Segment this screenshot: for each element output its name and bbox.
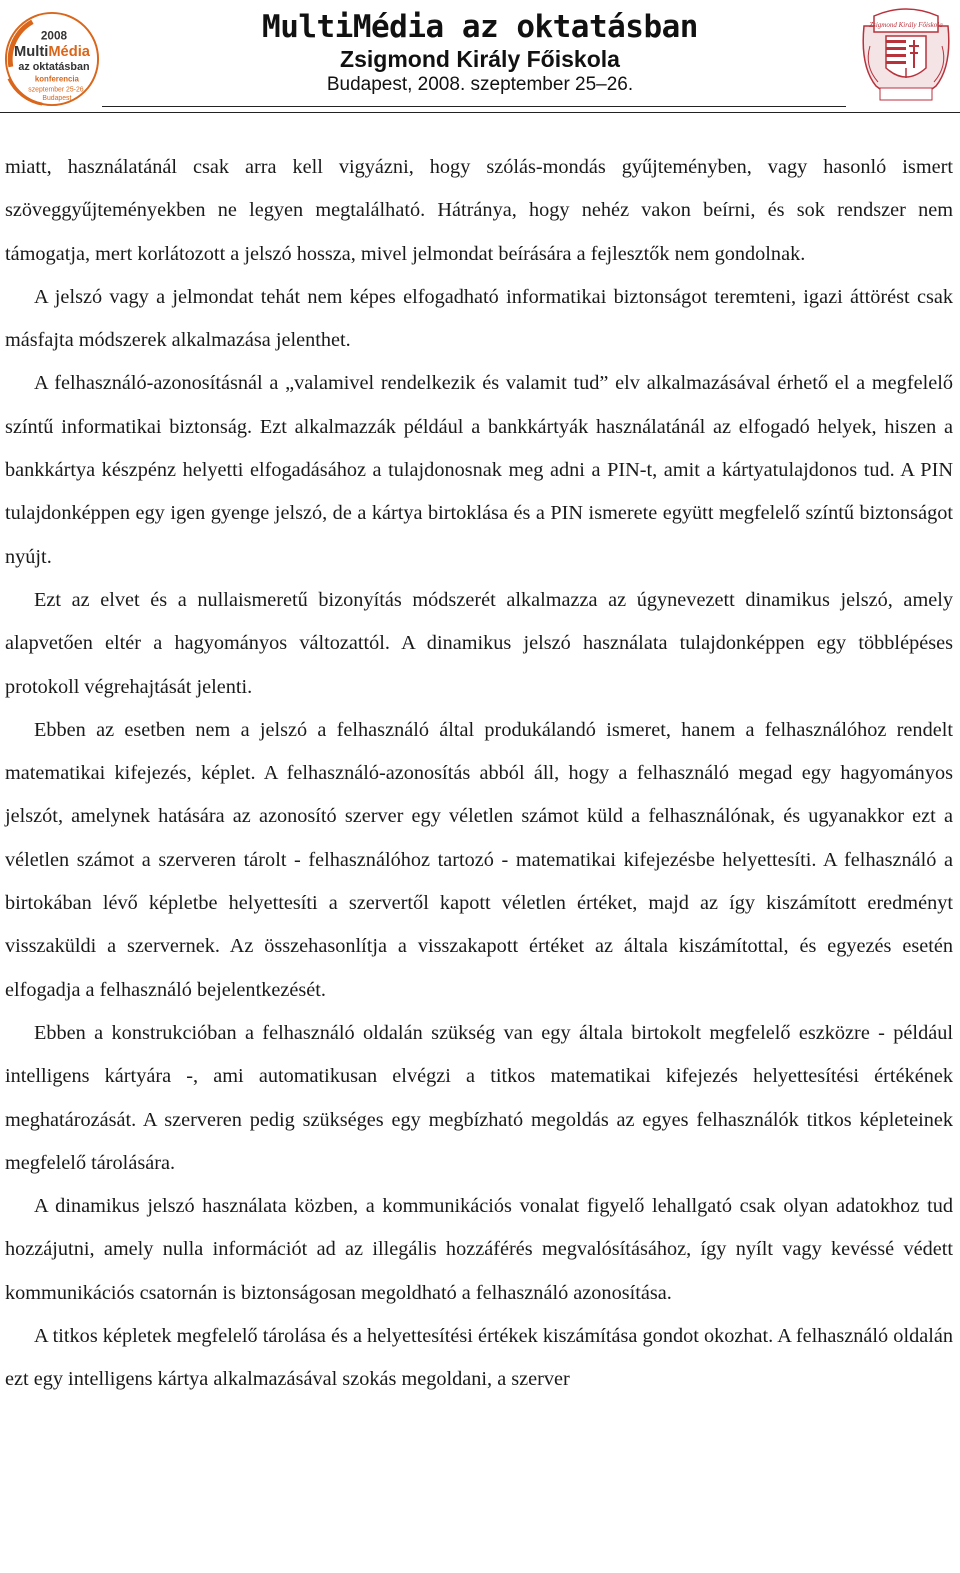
- body-text: [5, 146, 953, 1402]
- header-titles: [100, 8, 860, 98]
- paragraph-3: A felhasználó-azonosításnál a „valamivel rendelkezik és valamit tud” elv alkalmazásával érhető el a megfelelő színtű informatikai biztonság. Ezt alkalmazzák például a bankkártyák használatánál az elfogadó helyek, hiszen a bankkártya készpénz helyetti elfogadásához a tulajdonosnak meg adni a PIN-t, amit a kártyatulajdonos tud. A PIN tulajdonképpen egy igen gyenge jelszó, de a kártya birtoklása és a PIN ismerete együtt megfelelő színtű biztonságot nyújt.: [5, 372, 953, 568]
- page-header: [0, 0, 960, 116]
- crest-banner-text: Zsigmond Király Főiskola: [869, 21, 943, 29]
- college-crest: [856, 6, 956, 110]
- logo-line1: az oktatásban: [18, 60, 90, 73]
- paragraph-2: A jelszó vagy a jelmondat tehát nem képes elfogadható informatikai biztonságot teremteni, igazi áttörést csak másfajta módszerek alkalmazása jelenthet.: [5, 285, 953, 352]
- conference-title: MultiMédia az oktatásban: [262, 9, 698, 45]
- paragraph-4: Ezt az elvet és a nullaismeretű bizonyítás módszerét alkalmazza az úgynevezett dinamikus jelszó, amely alapvetően eltér a hagyományos változattól. A dinamikus jelszó használata tulajdonképpen egy többlépéses protokoll végrehajtását jelenti.: [5, 588, 953, 698]
- paragraph-1: miatt, használatánál csak arra kell vigyázni, hogy szólás-mondás gyűjteményben, vagy hasonló ismert szöveggyűjteményekben ne legyen megtalálható. Hátránya, hogy nehéz vakon beírni, és sok rendszer nem támogatja, mert korlátozott a jelszó hossza, mivel jelmondat beírására a fejlesztők nem gondolnak.: [5, 156, 953, 265]
- svg-text:MultiMédia: [14, 44, 91, 60]
- header-divider: [102, 106, 846, 107]
- logo-line3: szeptember 25-26.: [28, 86, 86, 94]
- school-name: Zsigmond Király Főiskola: [340, 46, 620, 72]
- logo-name-media: Média: [48, 44, 90, 61]
- paragraph-6: Ebben a konstrukcióban a felhasználó oldalán szükség van egy általa birtokolt megfelelő eszközre - például intelligens kártyára -, ami automatikusan elvégzi a titkos matematikai kifejezés helyettesítési értékének meghatározását. A szerveren pedig szükséges egy megbízható megoldás az egyes felhasználók titkos képleteinek megfelelő tárolására.: [5, 1021, 953, 1174]
- paragraph-5: Ebben az esetben nem a jelszó a felhasználó által produkálandó ismeret, hanem a felhasználóhoz rendelt matematikai kifejezés, képlet. A felhasználó-azonosítás abból áll, hogy a felhasználó megad egy hagyományos jelszót, amelynek hatására az azonosító szerver egy véletlen számot küld a felhasználónak, és ugyanakkor ezt a véletlen számot a szerveren tárolt - felhasználóhoz tartozó - matematikai kifejezésbe helyettesíti. A felhasználó a birtokában lévő képletbe helyettesíti a szervertől kapott véletlen értéket, majd az így kiszámított eredményt visszaküldi a szervernek. Az összehasonlítja a visszakapott értéket az általa kiszámítottal, és egyezés esetén elfogadja a felhasználó bejelentkezését.: [5, 718, 953, 1001]
- logo-line2: konferencia: [34, 74, 79, 84]
- place-date: Budapest, 2008. szeptember 25–26.: [326, 74, 634, 95]
- logo-year: 2008: [40, 29, 68, 43]
- paragraph-8: A titkos képletek megfelelő tárolása és a helyettesítési értékek kiszámítása gondot okozhat. A felhasználó oldalán ezt egy intelligens kártya alkalmazásával szokás megoldani, a szerver: [5, 1325, 953, 1391]
- conference-logo: [3, 10, 101, 108]
- header-divider-bottom: [0, 112, 960, 113]
- logo-line4: Budapest: [42, 95, 72, 103]
- logo-name-multi: Multi: [14, 44, 49, 61]
- paragraph-7: A dinamikus jelszó használata közben, a kommunikációs vonalat figyelő lehallgató csak olyan adatokhoz tud hozzájutni, amely nulla információt ad az illegális hozzáférés megvalósításához, így nyílt vagy kevéssé védett kommunikációs csatornán is biztonságosan megoldható a felhasználó azonosítása.: [5, 1195, 953, 1304]
